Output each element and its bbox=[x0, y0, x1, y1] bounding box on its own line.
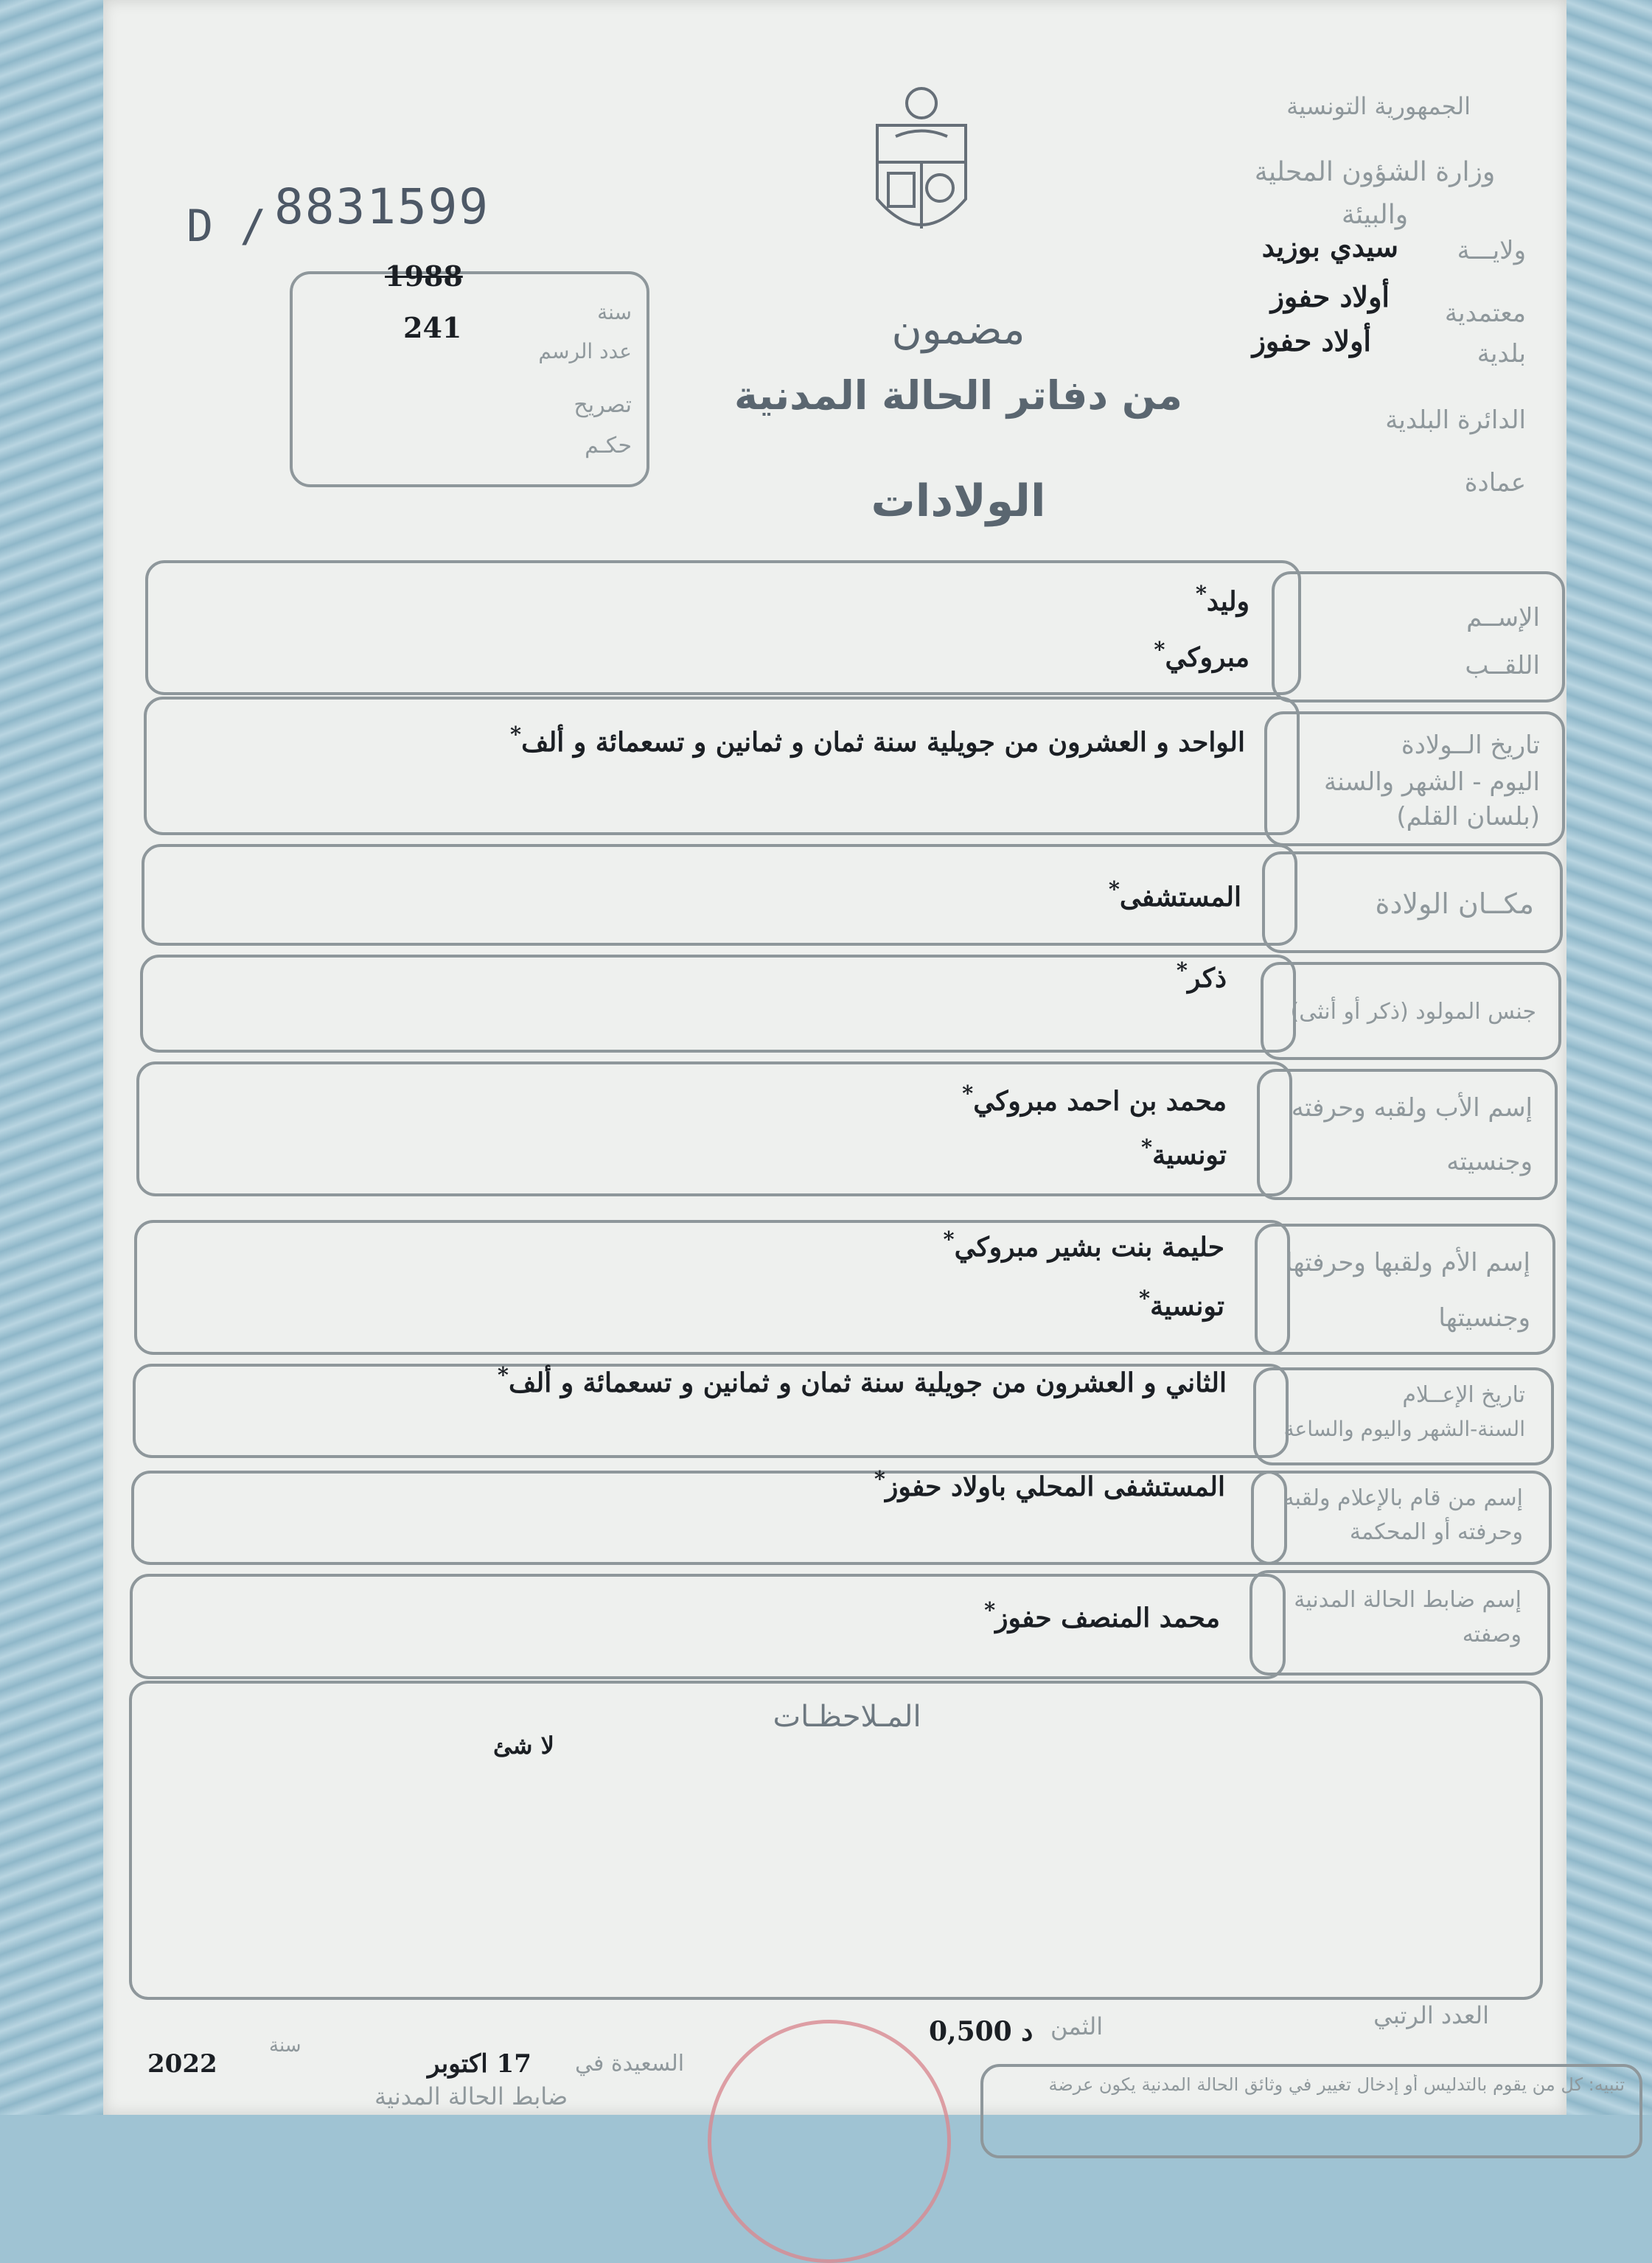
register-year: 1988 bbox=[385, 259, 463, 293]
birth-place-label-box bbox=[1262, 851, 1563, 953]
first-name-label: الإســم bbox=[1466, 603, 1540, 632]
mother-label-cont: وجنسيتها bbox=[1438, 1303, 1530, 1333]
remarks-title: المـلاحظـات bbox=[773, 1700, 921, 1734]
first-name-value: وليد * bbox=[1196, 581, 1250, 617]
document-title: مضمون bbox=[891, 306, 1025, 354]
officer-value: محمد المنصف حفوز * bbox=[984, 1597, 1220, 1633]
gender-value: ذكر * bbox=[1177, 958, 1227, 994]
name-value-box bbox=[145, 560, 1301, 695]
officer-label: إسم ضابط الحالة المدنية bbox=[1294, 1587, 1522, 1613]
birth-date-value-box bbox=[144, 697, 1300, 835]
father-value-box bbox=[136, 1061, 1292, 1196]
declaration-date-label-box bbox=[1253, 1367, 1554, 1465]
register-number: 241 bbox=[403, 311, 462, 344]
price-label: الثمن bbox=[1050, 2012, 1104, 2040]
birth-place-value-box bbox=[142, 844, 1297, 946]
name-label-box bbox=[1272, 571, 1565, 702]
gender-value-box bbox=[140, 955, 1296, 1053]
serial-number-label: العدد الرتبي bbox=[1373, 2001, 1489, 2029]
official-stamp bbox=[708, 2020, 951, 2263]
decorative-border-right bbox=[1556, 0, 1652, 2115]
document-subtitle: من دفاتر الحالة المدنية bbox=[734, 372, 1182, 419]
serial-prefix: D / bbox=[187, 201, 267, 252]
declaration-date-label: تاريخ الإعــلام bbox=[1402, 1382, 1525, 1408]
legal-notice-box bbox=[980, 2064, 1642, 2158]
governorate-value: سيدي بوزيد bbox=[1261, 230, 1398, 263]
declarant-label-box bbox=[1251, 1471, 1552, 1565]
birth-date-sublabel: اليوم - الشهر والسنة bbox=[1324, 767, 1540, 797]
register-year-label: سنة bbox=[597, 300, 632, 324]
mother-nationality-value: تونسية * bbox=[1139, 1286, 1224, 1322]
declaration-date-sublabel: السنة-الشهر واليوم والساعة bbox=[1283, 1417, 1525, 1441]
date-year-label: سنة bbox=[269, 2034, 302, 2057]
municipal-district-label: الدائرة البلدية bbox=[1385, 405, 1526, 435]
register-number-label: عدد الرسم bbox=[538, 339, 632, 363]
judgment-label: حكـم bbox=[585, 433, 632, 458]
birth-certificate-paper bbox=[103, 0, 1625, 2115]
section-title: الولادات bbox=[871, 475, 1046, 527]
birth-place-label: مكــان الولادة bbox=[1375, 888, 1534, 920]
date-day-month: 17 اكتوبر bbox=[428, 2049, 532, 2079]
legal-notice-text: تنبيه: كل من يقوم بالتدليس أو إدخال تغيير في وثائق الحالة المدنية يكون عرضة bbox=[1048, 2074, 1625, 2095]
remarks-value: لا شئ bbox=[493, 1732, 554, 1760]
governorate-label: ولايـــة bbox=[1457, 236, 1526, 265]
birth-date-label-box bbox=[1264, 711, 1565, 846]
date-year: 2022 bbox=[147, 2049, 217, 2079]
father-nationality-value: تونسية * bbox=[1141, 1134, 1227, 1171]
declaration-date-value: الثاني و العشرون من جويلية سنة ثمان و ثمانين و تسعمائة و ألف * bbox=[498, 1362, 1227, 1398]
father-label-box bbox=[1257, 1069, 1558, 1200]
last-name-label: اللقــب bbox=[1465, 651, 1540, 680]
ministry-label: وزارة الشؤون المحلية والبيئة bbox=[1254, 157, 1496, 230]
municipality-label: بلدية bbox=[1477, 339, 1526, 369]
declaration-label: تصريح bbox=[574, 392, 632, 418]
declarant-value-box bbox=[131, 1471, 1287, 1565]
gender-label: جنس المولود (ذكر أو أنثى) bbox=[1290, 999, 1536, 1025]
officer-value-box bbox=[130, 1574, 1286, 1679]
mother-value-box bbox=[134, 1220, 1290, 1355]
father-label: إسم الأب ولقبه وحرفته bbox=[1291, 1093, 1533, 1123]
sector-label: عمادة bbox=[1464, 468, 1526, 498]
republic-label: الجمهورية التونسية bbox=[1286, 92, 1471, 120]
serial-number: 8831599 bbox=[274, 178, 490, 235]
birth-place-value: المستشفى * bbox=[1109, 876, 1241, 913]
declarant-label: إسم من قام بالإعلام ولقبه bbox=[1283, 1485, 1523, 1511]
father-name-value: محمد بن احمد مبروكي * bbox=[962, 1081, 1227, 1117]
decorative-border-left bbox=[0, 0, 118, 2115]
price-value: 0,500 د bbox=[929, 2016, 1034, 2047]
gender-label-box bbox=[1261, 962, 1561, 1060]
mother-label: إسم الأم ولقبها وحرفتها bbox=[1286, 1248, 1530, 1277]
mother-name-value: حليمة بنت بشير مبروكي * bbox=[944, 1227, 1224, 1263]
register-box bbox=[290, 259, 649, 487]
father-label-cont: وجنسيته bbox=[1446, 1147, 1533, 1176]
birth-date-label: تاريخ الــولادة bbox=[1401, 730, 1540, 760]
officer-label-cont: وصفته bbox=[1462, 1622, 1522, 1647]
municipality-value: أولاد حفوز bbox=[1252, 324, 1371, 358]
declarant-label-cont: وحرفته أو المحكمة bbox=[1349, 1519, 1523, 1545]
delegation-label: معتمدية bbox=[1444, 299, 1526, 328]
mother-label-box bbox=[1255, 1224, 1555, 1355]
remarks-box bbox=[129, 1681, 1543, 2000]
birth-date-note: (بلسان القلم) bbox=[1396, 802, 1540, 831]
place-label: السعيدة في bbox=[575, 2051, 685, 2077]
officer-signature-label: ضابط الحالة المدنية bbox=[374, 2082, 568, 2110]
coat-of-arms-icon bbox=[866, 81, 977, 258]
officer-label-box bbox=[1250, 1570, 1550, 1676]
declarant-value: المستشفى المحلي باولاد حفوز * bbox=[874, 1466, 1225, 1502]
last-name-value: مبروكي * bbox=[1154, 637, 1250, 673]
birth-date-value: الواحد و العشرون من جويلية سنة ثمان و ثمانين و تسعمائة و ألف * bbox=[510, 722, 1245, 758]
declaration-date-value-box bbox=[133, 1364, 1289, 1458]
delegation-value: أولاد حفوز bbox=[1270, 280, 1390, 313]
